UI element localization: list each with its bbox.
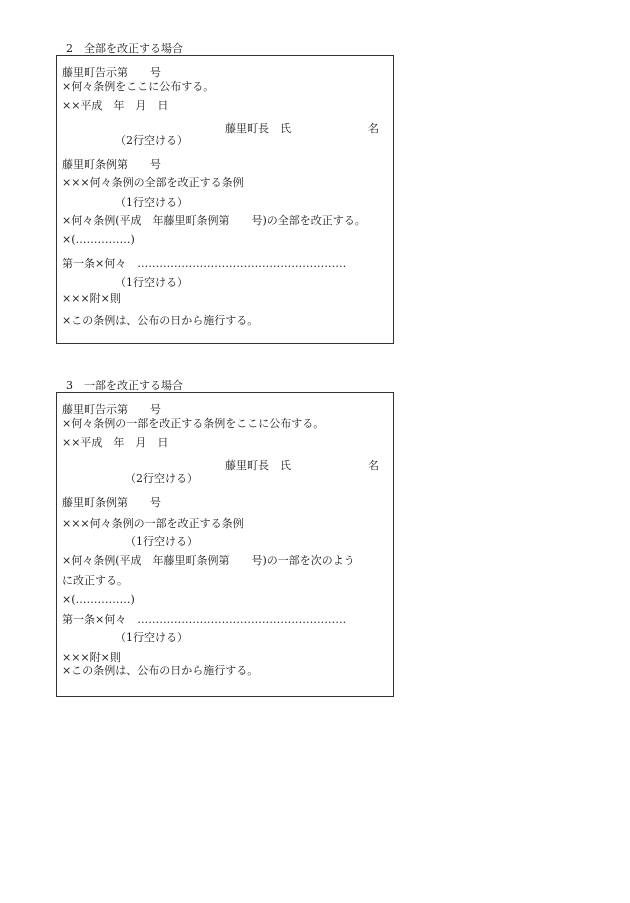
date-line: ××平成 年 月 日 [62,436,169,449]
promulgation-text: ×何々条例の一部を改正する条例をここに公布する。 [62,417,325,430]
ordinance-title: ×××何々条例の一部を改正する条例 [62,517,244,530]
amendment-text: ×何々条例(平成 年藤里町条例第 号)の全部を改正する。 [62,214,366,227]
section-3-heading: 3 一部を改正する場合 [66,379,183,392]
supplementary-provisions: ×××附×則 [62,292,121,305]
amendment-text-continued: に改正する。 [62,574,128,587]
section-2-box [56,55,394,344]
spacing-note: （1行空ける） [115,276,188,289]
supplementary-provisions: ×××附×則 [62,651,121,664]
placeholder-line: ×(……………) [62,593,135,606]
amendment-text: ×何々条例(平成 年藤里町条例第 号)の一部を次のよう [62,554,355,567]
ordinance-title: ×××何々条例の全部を改正する条例 [62,176,244,189]
notice-number: 藤里町告示第 号 [62,66,161,79]
promulgation-text: ×何々条例をここに公布する。 [62,80,215,93]
article-one: 第一条×何々 ………………………………………………… [62,613,347,626]
ordinance-number: 藤里町条例第 号 [62,158,161,171]
spacing-note: （2行空ける） [125,472,198,485]
notice-number: 藤里町告示第 号 [62,403,161,416]
mayor-signature: 藤里町長 氏 名 [225,459,379,472]
article-one: 第一条×何々 ………………………………………………… [62,257,347,270]
spacing-note: （1行空ける） [125,535,198,548]
effective-clause: ×この条例は、公布の日から施行する。 [62,664,259,677]
section-3-box [56,392,394,697]
date-line: ××平成 年 月 日 [62,99,169,112]
spacing-note: （2行空ける） [115,134,188,147]
mayor-signature: 藤里町長 氏 名 [225,122,379,135]
section-2-heading: 2 全部を改正する場合 [66,42,183,55]
ordinance-number: 藤里町条例第 号 [62,496,161,509]
placeholder-line: ×(……………) [62,233,135,246]
spacing-note: （1行空ける） [115,196,188,209]
spacing-note: （1行空ける） [115,631,188,644]
effective-clause: ×この条例は、公布の日から施行する。 [62,314,259,327]
